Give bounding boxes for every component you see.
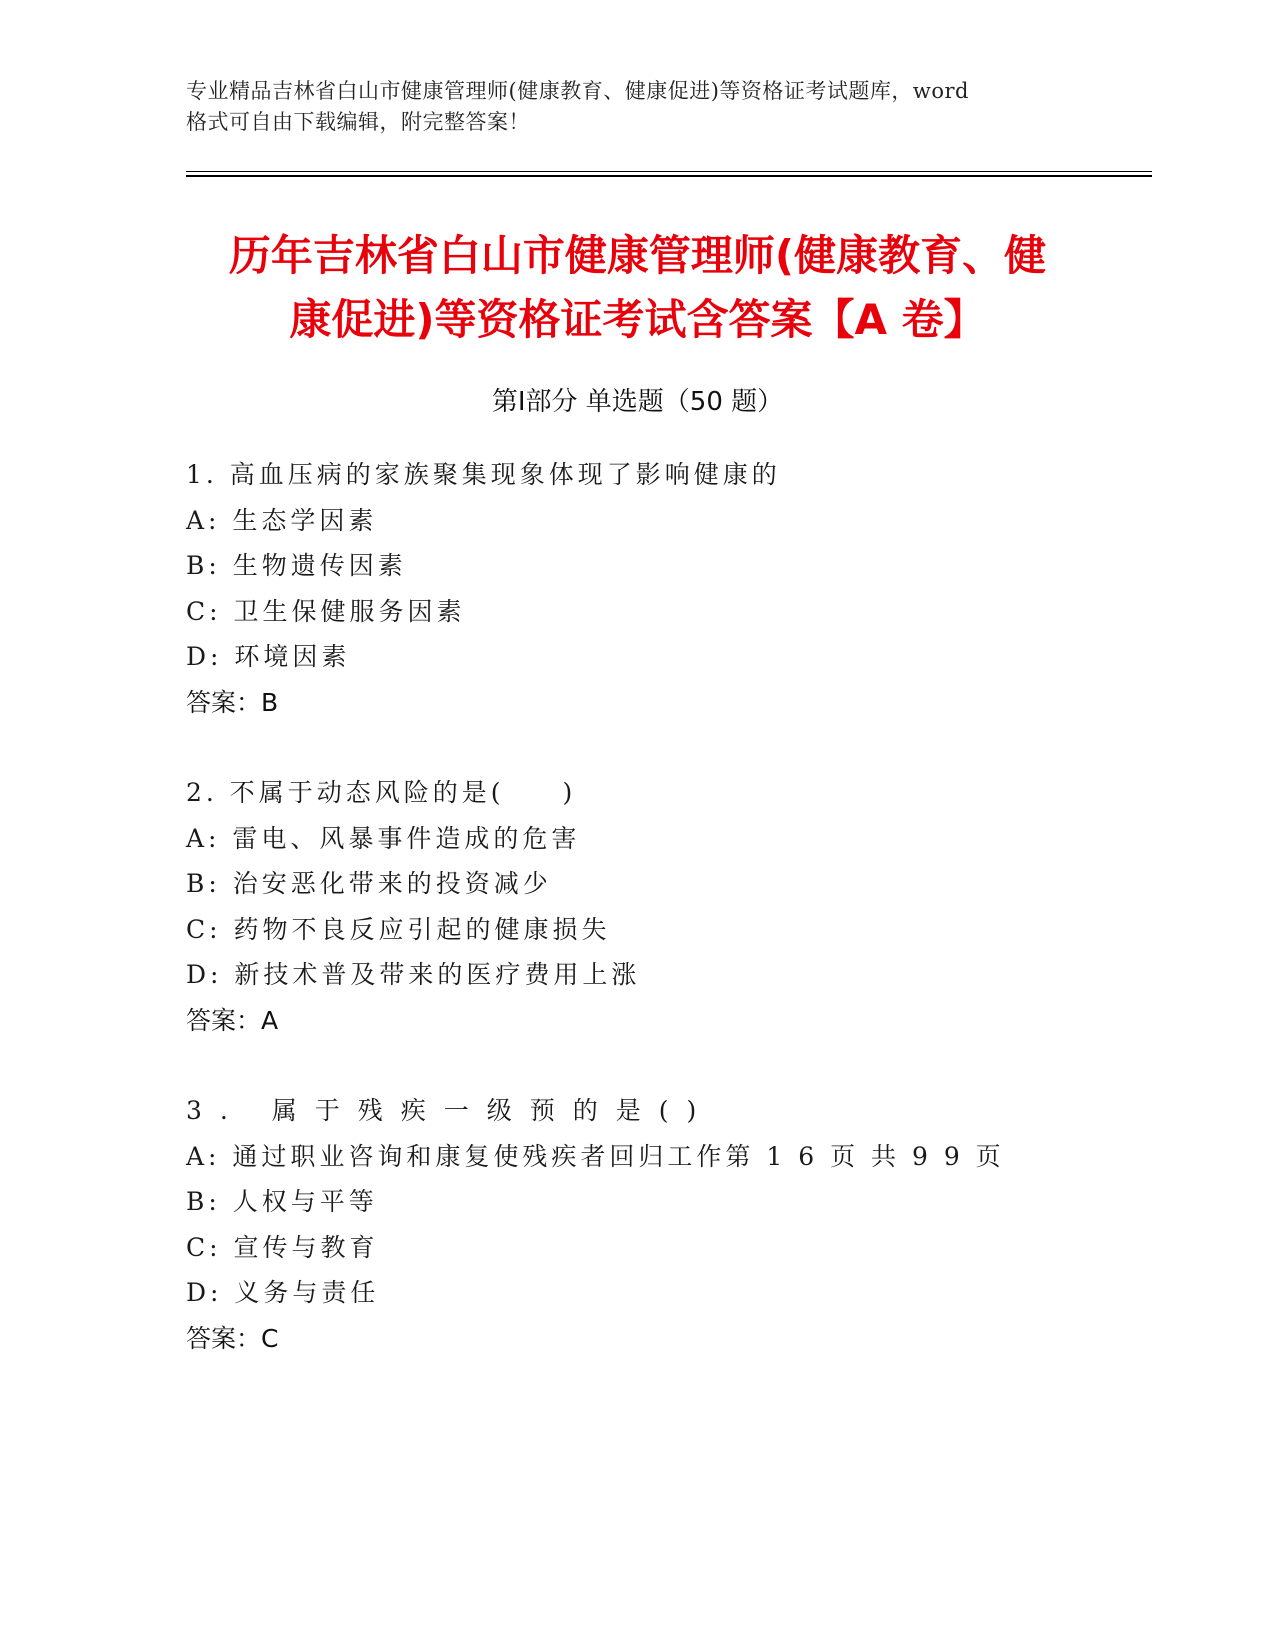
option-c: C: 宣传与教育 [186,1232,379,1262]
option-a: A: 通过职业咨询和康复使残疾者回归工作第 1 6 页 共 9 9 页 [186,1141,1005,1171]
header-divider-thin [186,171,1152,172]
option-b: B: 人权与平等 [186,1187,378,1216]
document-title-line-1: 历年吉林省白山市健康管理师(健康教育、健 [228,231,1047,280]
question-3 [186,1088,1086,1361]
document-title [160,224,1115,352]
question-stem: 2. 不属于动态风险的是( ) [186,778,577,807]
option-d: D: 义务与责任 [186,1278,380,1307]
answer: 答案：C [186,1323,279,1353]
option-a: A: 生态学因素 [186,505,378,535]
option-a: A: 雷电、风暴事件造成的危害 [186,823,581,853]
option-d: D: 环境因素 [186,642,351,671]
option-c: C: 药物不良反应引起的健康损失 [186,914,611,944]
header-note-line-2: 格式可自由下载编辑，附完整答案！ [186,110,530,134]
question-stem: 1. 高血压病的家族聚集现象体现了影响健康的 [186,460,781,489]
header-note-line-1: 专业精品吉林省白山市健康管理师(健康教育、健康促进)等资格证考试题库，word [186,79,969,103]
document-title-line-2: 康促进)等资格证考试含答案【A 卷】 [289,295,986,344]
header-divider-thick [186,175,1152,177]
question-1 [186,452,1086,725]
option-b: B: 生物遗传因素 [186,551,407,580]
answer: 答案：A [186,1005,279,1035]
answer: 答案：B [186,687,279,717]
header-note [186,76,1086,138]
question-2 [186,770,1086,1043]
option-c: C: 卫生保健服务因素 [186,596,466,626]
option-b: B: 治安恶化带来的投资减少 [186,869,552,898]
question-stem: 3. 属于残疾一级预的是() [186,1096,715,1125]
option-d: D: 新技术普及带来的医疗费用上涨 [186,960,641,989]
section-heading: 第Ⅰ部分 单选题（50 题） [491,387,784,417]
